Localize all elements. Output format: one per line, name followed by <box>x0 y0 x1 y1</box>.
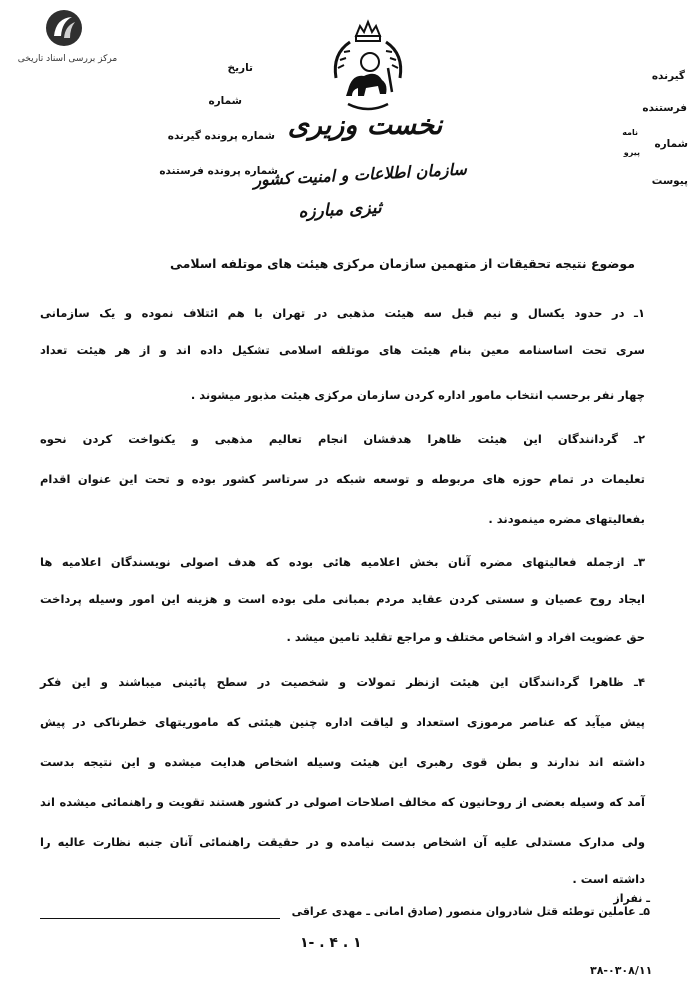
lion-and-sun-crest-icon <box>318 18 418 118</box>
footnote-underline <box>40 918 280 919</box>
paragraph-3-line-2: ایجاد روح عصیان و سستی کردن عقاید مردم بمبانی ملی بوده است و هزینه این امور وسیله پرداخت <box>40 592 645 606</box>
page-title: نخست وزیری <box>287 110 443 141</box>
paragraph-4-line-2: پیش میآید که عناصر مرموزی استعداد و لیاقت اداره چنین هیئتی که ماموریتهای خطرناکی در پیش <box>40 715 645 729</box>
header-attachment-label: پیوست <box>651 175 688 187</box>
paragraph-4-line-3: داشته اند ندارند و بطن قوی رهبری این هیئت وسیله اشخاص هدایت میشده و این نتیجه بدست <box>40 755 645 769</box>
paragraph-4-line-1: ۴ـ ظاهرا گردانندگان این هیئت ازنظر تمولات و شخصیت در سطح پائینی میباشند و این فکر <box>40 675 645 689</box>
header-letter-small: نامه <box>622 128 638 137</box>
department-line: ثیزی مبارزه <box>297 197 383 223</box>
header-date-label: تاریخ <box>227 62 253 74</box>
paragraph-1-line-3: چهار نفر برحسب انتخاب مامور اداره کردن سازمان مرکزی هیئت مذبور میشوند . <box>190 388 645 402</box>
paragraph-4-line-5: ولی مدارک مستدلی علیه آن اشخاص بدست نیامده و در حقیقت راهنمائی آنان جنبه نظارت عالیه را <box>40 835 645 849</box>
archive-logo-icon <box>44 8 84 48</box>
organization-subtitle: سازمان اطلاعات و امنیت کشور <box>252 159 468 190</box>
footnote-heading: ـ نفراز <box>613 892 650 905</box>
header-sender-label: فرستنده <box>642 102 687 114</box>
paragraph-4-line-6: داشته است . <box>572 872 645 886</box>
paragraph-3-line-3: حق عضویت افراد و اشخاص مختلف و مراجع تقلید تامین میشد . <box>286 630 645 644</box>
header-receiver-label: گیرنده <box>651 70 685 82</box>
paragraph-4-line-4: آمد که وسیله بعضی از روحانیون که مخالف اصلاحات اصولی در کشور هستند تقویت و راهنمائی میشده اند <box>40 795 645 809</box>
paragraph-1-line-1: ۱ـ در حدود یکسال و نیم قبل سه هیئت مذهبی در تهران با هم ائتلاف نموده و یک سازمانی <box>40 306 645 320</box>
footnote-text: ۵ـ عاملین توطئه قتل شادروان منصور (صادق امانی ـ مهدی عراقی <box>291 905 650 918</box>
header-following-small: پیرو <box>623 148 640 157</box>
paragraph-2-line-1: ۲ـ گردانندگان این هیئت ظاهرا هدفشان انجام تعالیم مذهبی و یکنواخت کردن نحوه <box>40 432 645 446</box>
document-reference-number: ۳۸-۰۳۰۸/۱۱ <box>590 964 653 977</box>
header-number-label: شماره <box>208 95 242 107</box>
header-receiver-file-label: شماره پرونده گیرنده <box>167 130 275 142</box>
archive-logo <box>10 8 125 64</box>
subject-line: موضوع نتیجه تحقیقات از متهمین سازمان مرکزی هیئت های موتلفه اسلامی <box>169 256 635 271</box>
header-sender-file-label: شماره پرونده فرستنده <box>159 165 278 177</box>
paragraph-3-line-1: ۳ـ ازجمله فعالیتهای مضره آنان بخش اعلامیه هائی بوده که هدف اصولی نویسندگان اعلامیه ها <box>40 555 645 569</box>
header-number-right-label: شماره <box>654 138 688 150</box>
paragraph-2-line-3: بفعالیتهای مضره مینمودند . <box>488 512 645 526</box>
handwritten-mark: ۱- . ۴ . ۱ <box>300 935 362 951</box>
paragraph-2-line-2: تعلیمات در تمام حوزه های مربوطه و توسعه شبکه در سرتاسر کشور بوده و تحت این عنوان اقدام <box>40 472 645 486</box>
paragraph-1-line-2: سری تحت اساسنامه معین بنام هیئت های موتلفه اسلامی تشکیل داده اند و از هر هیئت تعداد <box>40 343 645 357</box>
archive-logo-text: مرکز بررسی اسناد تاریخی <box>17 54 118 64</box>
